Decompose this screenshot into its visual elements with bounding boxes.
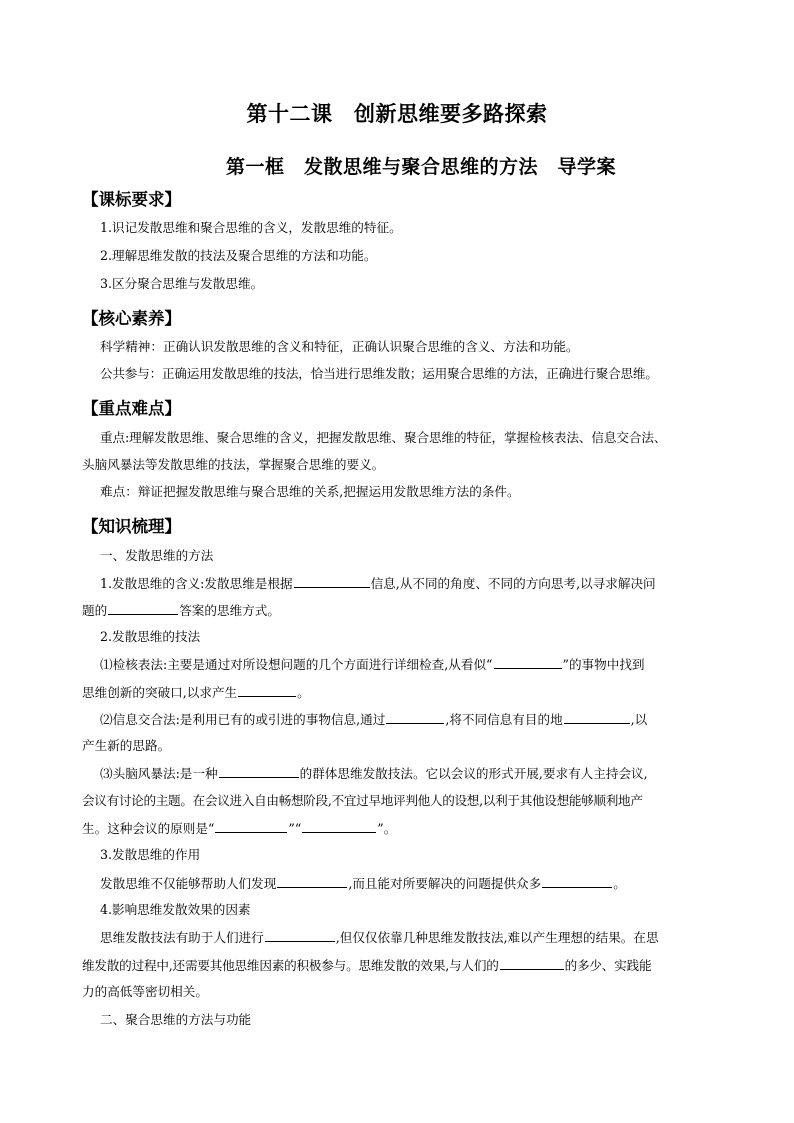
paragraph-line: 4.影响思维发散效果的因素 (100, 902, 251, 917)
fill-blank[interactable] (219, 765, 299, 778)
fill-blank[interactable] (108, 602, 178, 615)
paragraph-line: 重点:理解发散思维、聚合思维的含义，把握发散思维、聚合思维的特征，掌握检核表法、信息交合法、 (100, 430, 667, 445)
list-item: 公共参与：正确运用发散思维的技法，恰当进行思维发散；运用聚合思维的方法，正确进行聚合思维。 (100, 366, 658, 381)
paragraph-line: 思维创新的突破口,以求产生 。 (82, 685, 310, 700)
fill-blank[interactable] (294, 575, 370, 588)
fill-blank[interactable] (564, 711, 630, 724)
paragraph-line: ⑵信息交合法:是利用已有的或引进的事物信息,通过 ,将不同信息有目的地 ,以 (100, 712, 648, 727)
paragraph-line: 生。这种会议的原则是“ ”“ ”。 (82, 821, 397, 836)
list-item: 1.识记发散思维和聚合思维的含义，发散思维的特征。 (100, 220, 402, 235)
section-heading-key-points: 【重点难点】 (82, 399, 181, 418)
paragraph-line: 题的 答案的思维方式。 (82, 603, 280, 618)
section-heading-core-literacy: 【核心素养】 (82, 309, 181, 328)
paragraph-line: 一、发散思维的方法 (100, 548, 214, 563)
fill-blank[interactable] (500, 957, 564, 970)
fill-blank[interactable] (215, 820, 287, 833)
fill-blank[interactable] (542, 875, 612, 888)
section-heading-knowledge: 【知识梳理】 (82, 517, 181, 536)
paragraph-line: 1.发散思维的含义:发散思维是根据 信息,从不同的角度、不同的方向思考,以寻求解决问 (100, 576, 656, 591)
paragraph-line: 二、聚合思维的方法与功能 (100, 1012, 252, 1027)
fill-blank[interactable] (238, 684, 296, 697)
section-heading-curriculum: 【课标要求】 (82, 190, 181, 209)
fill-blank[interactable] (302, 820, 376, 833)
paragraph-line: 会议有讨论的主题。在会议进入自由畅想阶段,不宜过早地评判他人的设想,以利于其他设想能够顺利地产 (82, 793, 643, 808)
fill-blank[interactable] (265, 929, 335, 942)
lesson-subtitle: 第一框 发散思维与聚合思维的方法 导学案 (225, 156, 616, 178)
list-item: 3.区分聚合思维与发散思维。 (100, 276, 264, 291)
paragraph-line: 2.发散思维的技法 (100, 629, 201, 644)
paragraph-line: ⑶头脑风暴法:是一种 的群体思维发散技法。它以会议的形式开展,要求有人主持会议, (100, 766, 648, 781)
fill-blank[interactable] (386, 711, 444, 724)
lesson-title: 第十二课 创新思维要多路探索 (246, 101, 548, 126)
paragraph-line: 发散思维不仅能够帮助人们发现 ,而且能对所要解决的问题提供众多 。 (100, 876, 626, 891)
paragraph-line: 头脑风暴法等发散思维的技法，掌握聚合思维的要义。 (82, 457, 385, 472)
paragraph-line: 思维发散技法有助于人们进行 ,但仅仅依靠几种思维发散技法,难以产生理想的结果。在思 (100, 930, 659, 945)
paragraph-line: ⑴检核表法:主要是通过对所设想问题的几个方面进行详细检查,从看似“ ”的事物中找到 (100, 657, 645, 672)
list-item: 科学精神：正确认识发散思维的含义和特征，正确认识聚合思维的含义、方法和功能。 (100, 339, 579, 354)
paragraph-line: 力的高低等密切相关。 (82, 984, 208, 999)
list-item: 2.理解思维发散的技法及聚合思维的方法和功能。 (100, 248, 377, 263)
paragraph-line: 难点：辩证把握发散思维与聚合思维的关系,把握运用发散思维方法的条件。 (100, 484, 520, 499)
paragraph-line: 维发散的过程中,还需要其他思维因素的积极参与。思维发散的效果,与人们的 的多少、实践能 (82, 958, 652, 973)
fill-blank[interactable] (277, 875, 347, 888)
paragraph-line: 3.发散思维的作用 (100, 847, 201, 862)
fill-blank[interactable] (494, 656, 562, 669)
paragraph-line: 产生新的思路。 (82, 738, 171, 753)
